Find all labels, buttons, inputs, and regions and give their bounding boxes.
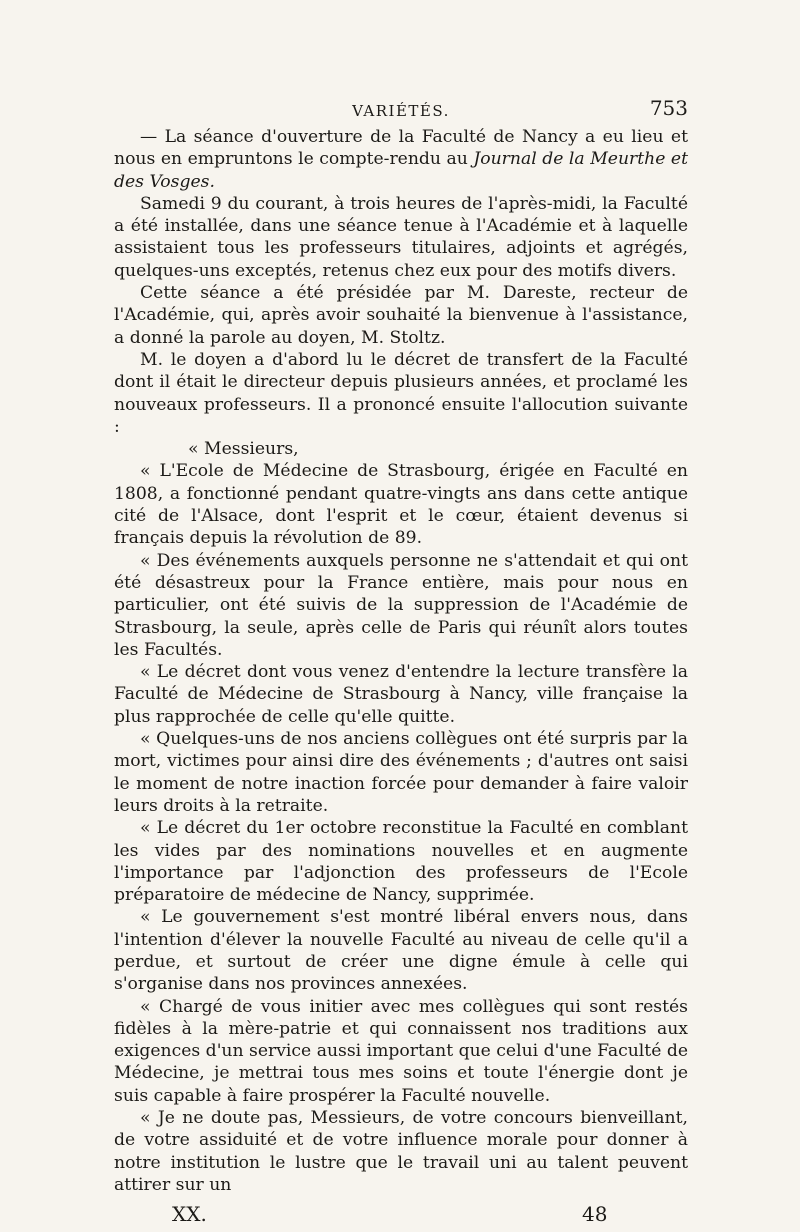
volume-number: XX.	[172, 1202, 207, 1227]
paragraph	[114, 817, 688, 906]
running-head	[114, 96, 688, 126]
paragraph-text: — La séance d'ouverture de la Faculté de Nancy a eu lieu et nous en empruntons le compte-rendu au	[114, 127, 688, 170]
paragraph-text: « Quelques-uns de nos anciens collègues ont été surpris par la mort, victimes pour ainsi dire des événements ; d'autres ont saisi le moment de notre inaction forcée pour demander à faire valoir leurs droits à la retraite.	[114, 729, 688, 816]
body-text	[114, 126, 688, 1196]
paragraph-text: « L'Ecole de Médecine de Strasbourg, érigée en Faculté en 1808, a fonctionné pendant quatre-vingts ans dans cette antique cité de l'Alsace, dont l'esprit et le cœur, étaient devenus si français depuis la révolution de 89.	[114, 461, 688, 549]
paragraph-text: « Le décret du 1er octobre reconstitue la Faculté en comblant les vides par des nominations nouvelles et en augmente l'importance par l'adjonction des professeurs de l'Ecole préparatoire de médecine de Nancy, supprimée.	[114, 818, 688, 906]
paragraph	[114, 661, 688, 728]
paragraph-text: « Chargé de vous initier avec mes collègues qui sont restés fidèles à la mère-patrie et qui connaissent nos traditions aux exigences d'un service aussi important que celui d'une Faculté de Médecine, je mettrai tous mes soins et toute l'énergie dont je suis capable à faire prospérer la Faculté nouvelle.	[114, 996, 689, 1106]
paragraph-text: « Je ne doute pas, Messieurs, de votre concours bienveillant, de votre assiduité et de votre influence morale pour donner à notre institution le lustre que le travail uni au talent peuvent attirer sur un	[114, 1108, 688, 1195]
paragraph	[114, 1107, 688, 1196]
paragraph-text: « Messieurs,	[188, 439, 299, 460]
paragraph	[114, 349, 688, 438]
paragraph	[114, 550, 688, 661]
paragraph	[114, 126, 688, 193]
journal-title: Journal de la Meurthe et des Vosges.	[114, 149, 688, 192]
paragraph-text: Cette séance a été présidée par M. Dareste, recteur de l'Académie, qui, après avoir souhaité la bienvenue à l'assistance, a donné la parole au doyen, M. Stoltz.	[114, 283, 688, 348]
page-number: 753	[649, 96, 688, 120]
paragraph	[114, 193, 688, 282]
salutation	[114, 438, 688, 460]
paragraph	[114, 906, 688, 995]
page-footer	[114, 1202, 688, 1232]
paragraph-text: M. le doyen a d'abord lu le décret de transfert de la Faculté dont il était le directeur depuis plusieurs années, et proclamé les nouveaux professeurs. Il a prononcé ensuite l'allocution suivante :	[114, 349, 688, 437]
paragraph-text: « Le gouvernement s'est montré libéral envers nous, dans l'intention d'élever la nouvelle Faculté au niveau de celle qu'il a perdue, et surtout de créer une digne émule à celle qui s'organise dans nos provinces annexées.	[114, 907, 688, 995]
paragraph-text: Samedi 9 du courant, à trois heures de l'après-midi, la Faculté a été installée, dans une séance tenue à l'Académie et à laquelle assistaient tous les professeurs titulaires, adjoints et agrégés, quelques-uns exceptés, retenus chez eux pour des motifs divers.	[114, 193, 688, 281]
running-title: VARIÉTÉS.	[352, 102, 450, 120]
signature-mark: 48	[582, 1202, 608, 1227]
paragraph	[114, 728, 688, 817]
paragraph-text: « Des événements auxquels personne ne s'attendait et qui ont été désastreux pour la France entière, mais pour nous en particulier, ont été suivis de la suppression de l'Académie de Strasbourg, la seule, après celle de Paris qui réunît alors toutes les Facultés.	[114, 550, 688, 660]
paragraph-text: « Le décret dont vous venez d'entendre la lecture transfère la Faculté de Médecine de Strasbourg à Nancy, ville française la plus rapprochée de celle qu'elle quitte.	[114, 662, 688, 727]
paragraph	[114, 282, 688, 349]
paragraph	[114, 996, 688, 1107]
paragraph	[114, 460, 688, 549]
